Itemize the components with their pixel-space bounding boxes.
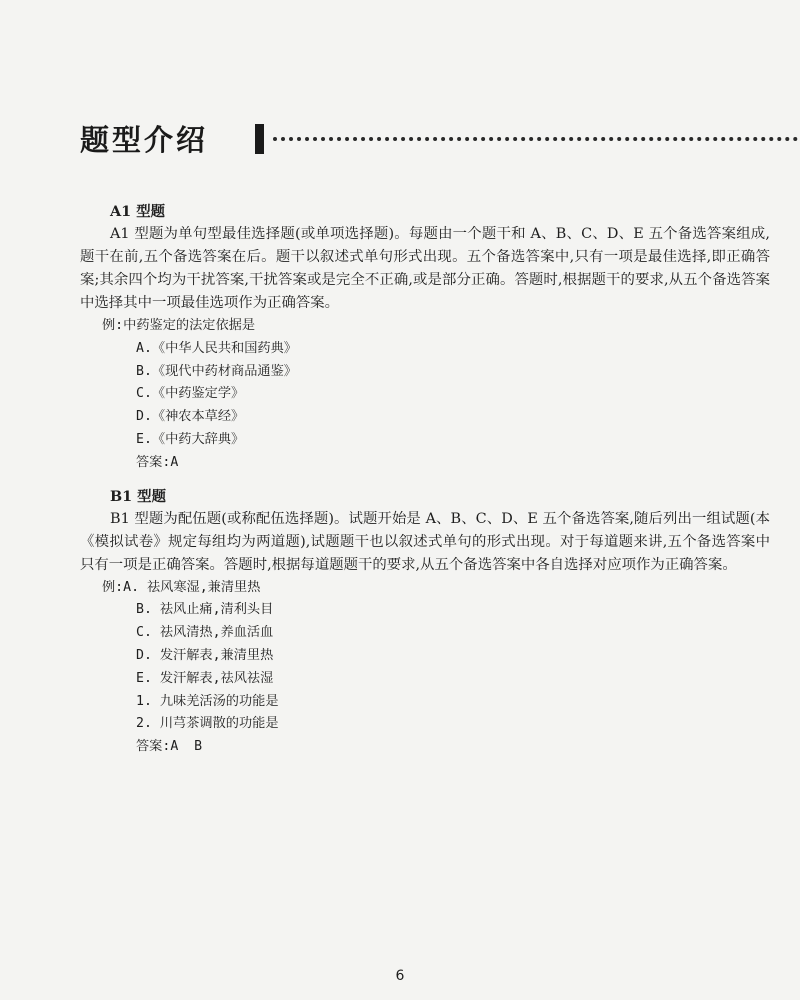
page-number: 6 (395, 968, 405, 984)
a1-section-title: A1 型题 (110, 203, 165, 220)
main-content (80, 200, 770, 759)
b1-description: B1 型题为配伍题(或称配伍选择题)。试题开始是 A、B、C、D、E 五个备选答案,随后列出一组试题(本《模拟试卷》规定每组均为两道题),试题题干也以叙述式单句的形式出现。对于每道题来讲,五个备选答案中只有一项是正确答案。答题时,根据每道题题干的要求,从五个备选答案中各自选择对应项作为正确答案。 (80, 510, 770, 573)
a1-option-e: E.《中药大辞典》 (136, 431, 245, 447)
b1-option-d: D. 发汗解表,兼清里热 (136, 647, 274, 663)
b1-option-b: B. 祛风止痛,清利头目 (136, 602, 274, 618)
a1-description: A1 型题为单句型最佳选择题(或单项选择题)。每题由一个题干和 A、B、C、D、E 五个备选答案组成,题干在前,五个备选答案在后。题干以叙述式单句形式出现。五个备选答案中,只有一项是最佳选择,即正确答案;其余四个均为干扰答案,干扰答案或是完全不正确,或是部分正确。答题时,根据题干的要求,从五个备选答案中选择其中一项最佳选项作为正确答案。 (80, 226, 770, 311)
b1-example (80, 577, 770, 759)
b1-section-title: B1 型题 (110, 487, 166, 505)
a1-option-a: A.《中华人民共和国药典》 (136, 340, 297, 356)
b1-question-2: 2. 川芎茶调散的功能是 (136, 716, 279, 732)
page-title: 题型介绍 (80, 123, 209, 157)
a1-option-b: B.《现代中药材商品通鉴》 (136, 363, 297, 379)
a1-option-d: D.《神农本草经》 (136, 409, 245, 425)
b1-option-c: C. 祛风清热,养血活血 (136, 625, 274, 641)
a1-option-c: C.《中药鉴定学》 (136, 386, 245, 402)
a1-example-stem: 例:中药鉴定的法定依据是 (102, 318, 256, 333)
b1-option-a: 例:A. 祛风寒湿,兼清里热 (102, 579, 261, 595)
header-bar-decoration (255, 124, 264, 154)
b1-question-1: 1. 九味羌活汤的功能是 (136, 693, 279, 709)
header-dotted-rule (273, 137, 800, 141)
section-header (80, 118, 770, 162)
a1-answer: 答案:A (136, 454, 179, 470)
b1-option-e: E. 发汗解表,祛风祛湿 (136, 670, 274, 686)
a1-example (80, 315, 770, 475)
b1-answer: 答案:A B (136, 739, 203, 755)
